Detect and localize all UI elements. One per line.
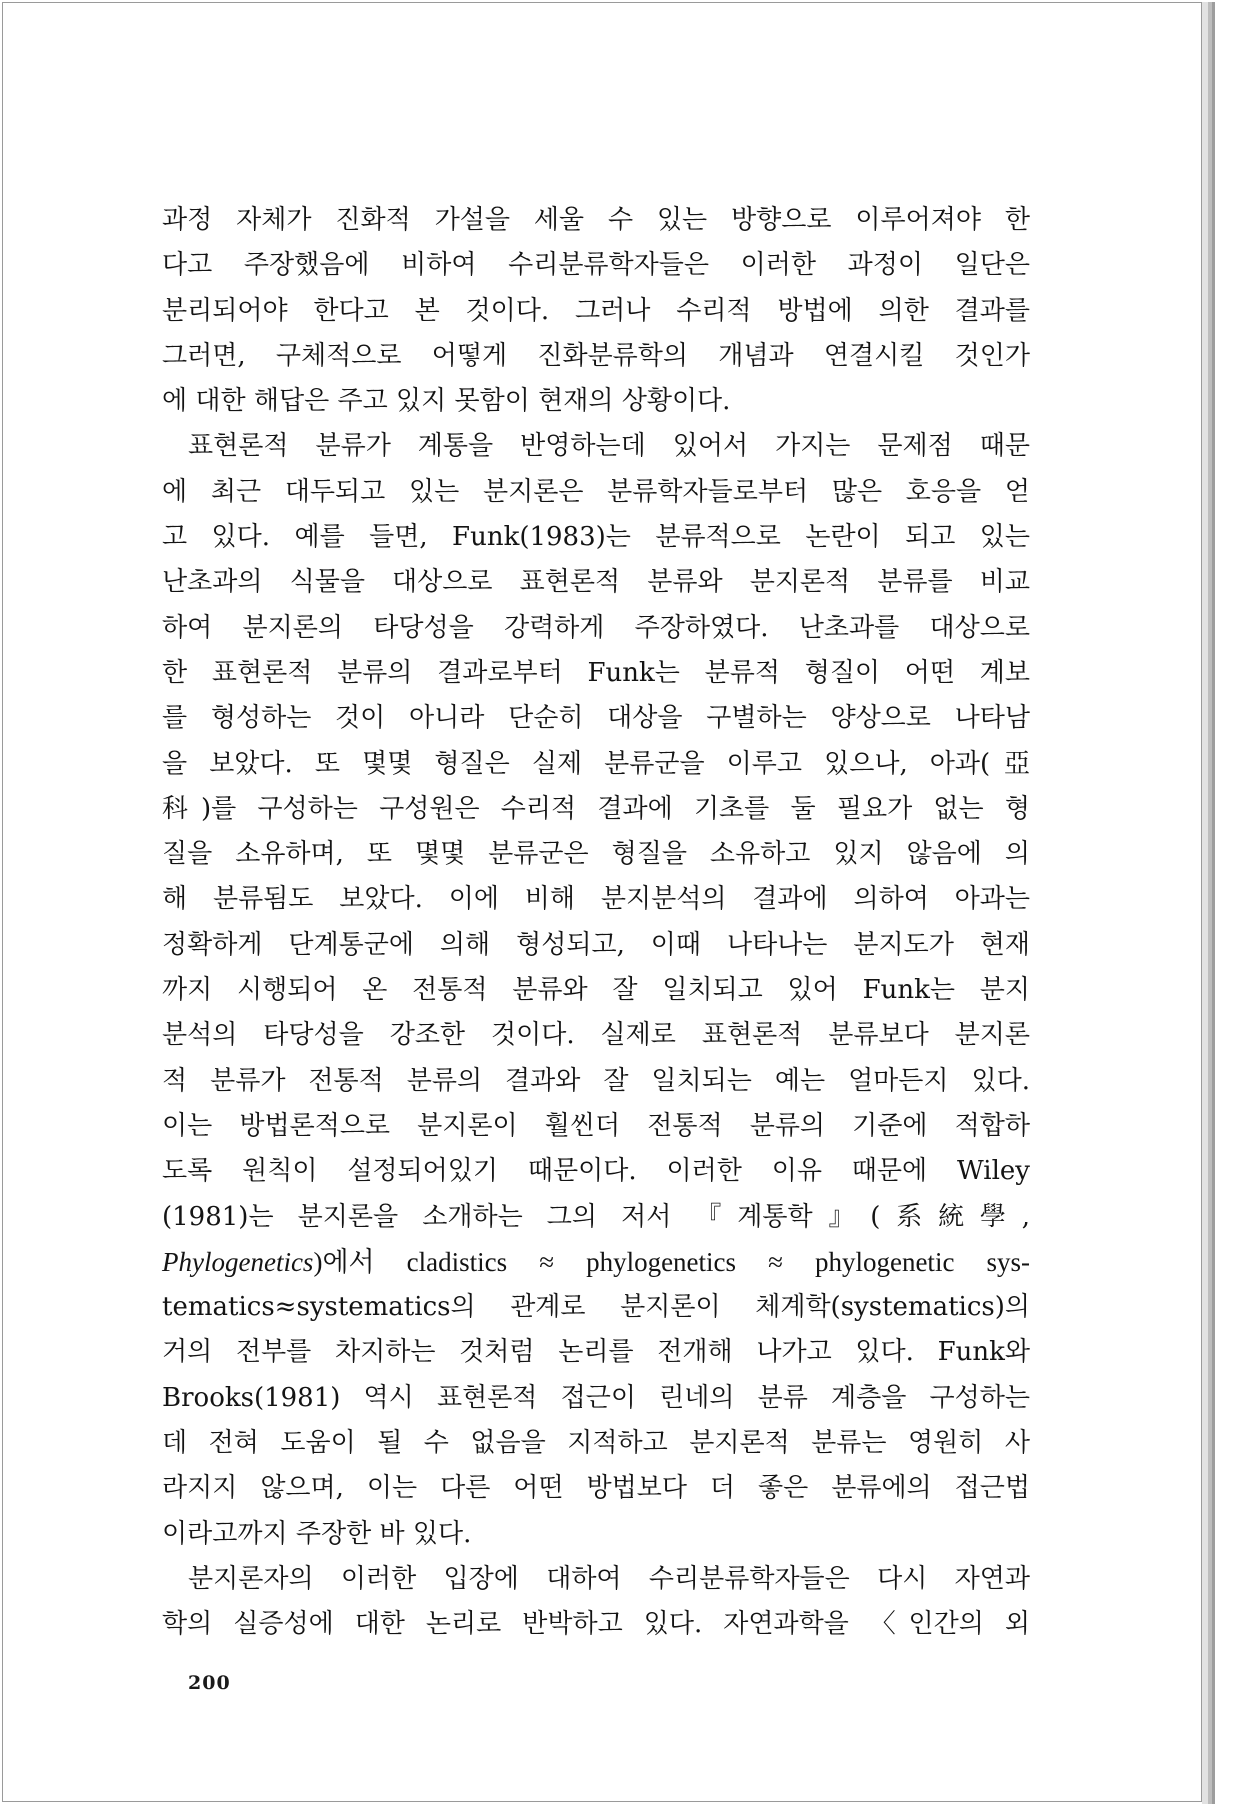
body-text (162, 198, 1030, 1648)
text-line (162, 1240, 1030, 1285)
text-line: 학의 실증성에 대한 논리로 반박하고 있다. 자연과학을 〈인간의 외 (162, 1609, 1030, 1640)
text-line-rest: )에서 cladistics ≈ phylogenetics ≈ phylogenetic sys- (313, 1246, 1030, 1277)
italic-term: Phylogenetics (162, 1246, 314, 1277)
text-line: Brooks(1981) 역시 표현론적 접근이 린네의 분류 계층을 구성하는 (162, 1382, 1030, 1413)
text-line: 라지지 않으며, 이는 다른 어떤 방법보다 더 좋은 분류에의 접근법 (162, 1473, 1030, 1504)
text-line: 한 표현론적 분류의 결과로부터 Funk는 분류적 형질이 어떤 계보 (162, 657, 1030, 688)
text-line: 과정 자체가 진화적 가설을 세울 수 있는 방향으로 이루어져야 한 (162, 205, 1030, 235)
text-line: 난초과의 식물을 대상으로 표현론적 분류와 분지론적 분류를 비교 (162, 567, 1030, 598)
paragraph-1 (162, 198, 1030, 424)
text-line: 을 보았다. 또 몇몇 형질은 실제 분류군을 이루고 있으나, 아과(亞 (162, 748, 1030, 779)
text-line: 고 있다. 예를 들면, Funk(1983)는 분류적으로 논란이 되고 있는 (162, 522, 1030, 553)
text-line: 에 최근 대두되고 있는 분지론은 분류학자들로부터 많은 호응을 얻 (162, 476, 1030, 507)
text-line: 분석의 타당성을 강조한 것이다. 실제로 표현론적 분류보다 분지론 (162, 1020, 1030, 1051)
text-line: 데 전혀 도움이 될 수 없음을 지적하고 분지론적 분류는 영원히 사 (162, 1428, 1030, 1459)
text-line: 표현론적 분류가 계통을 반영하는데 있어서 가지는 문제점 때문 (188, 431, 1030, 462)
text-line: 그러면, 구체적으로 어떻게 진화분류학의 개념과 연결시킬 것인가 (162, 340, 1030, 371)
text-line: 까지 시행되어 온 전통적 분류와 잘 일치되고 있어 Funk는 분지 (162, 975, 1030, 1006)
page-edge-shadow (1212, 2, 1215, 1804)
text-line: 해 분류됨도 보았다. 이에 비해 분지분석의 결과에 의하여 아과는 (162, 884, 1030, 915)
text-line: 이라고까지 주장한 바 있다. (162, 1518, 472, 1549)
text-line: 분지론자의 이러한 입장에 대하여 수리분류학자들은 다시 자연과 (188, 1563, 1030, 1594)
text-line: 거의 전부를 차지하는 것처럼 논리를 전개해 나가고 있다. Funk와 (162, 1337, 1030, 1368)
text-line: 하여 분지론의 타당성을 강력하게 주장하였다. 난초과를 대상으로 (162, 612, 1030, 643)
text-line: 에 대한 해답은 주고 있지 못함이 현재의 상황이다. (162, 386, 731, 417)
text-line: 분리되어야 한다고 본 것이다. 그러나 수리적 방법에 의한 결과를 (162, 295, 1030, 326)
text-line: 질을 소유하며, 또 몇몇 분류군은 형질을 소유하고 있지 않음에 의 (162, 839, 1030, 870)
text-line: 도록 원칙이 설정되어있기 때문이다. 이러한 이유 때문에 Wiley (162, 1156, 1030, 1187)
text-line: 를 형성하는 것이 아니라 단순히 대상을 구별하는 양상으로 나타남 (162, 703, 1030, 734)
text-line: tematics≈systematics의 관계로 분지론이 체계학(systematics)의 (162, 1292, 1030, 1323)
text-line: 科)를 구성하는 구성원은 수리적 결과에 기초를 둘 필요가 없는 형 (162, 793, 1030, 824)
text-line: 이는 방법론적으로 분지론이 훨씬더 전통적 분류의 기준에 적합하 (162, 1110, 1030, 1141)
text-line: (1981)는 분지론을 소개하는 그의 저서 『계통학』(系統學, (162, 1201, 1030, 1232)
text-line: 정확하게 단계통군에 의해 형성되고, 이때 나타나는 분지도가 현재 (162, 929, 1030, 960)
page-number: 200 (188, 1672, 231, 1694)
text-line: 다고 주장했음에 비하여 수리분류학자들은 이러한 과정이 일단은 (162, 250, 1030, 281)
text-line: 적 분류가 전통적 분류의 결과와 잘 일치되는 예는 얼마든지 있다. (162, 1065, 1030, 1096)
paragraph-3 (162, 1557, 1030, 1648)
paragraph-2 (162, 424, 1030, 1556)
